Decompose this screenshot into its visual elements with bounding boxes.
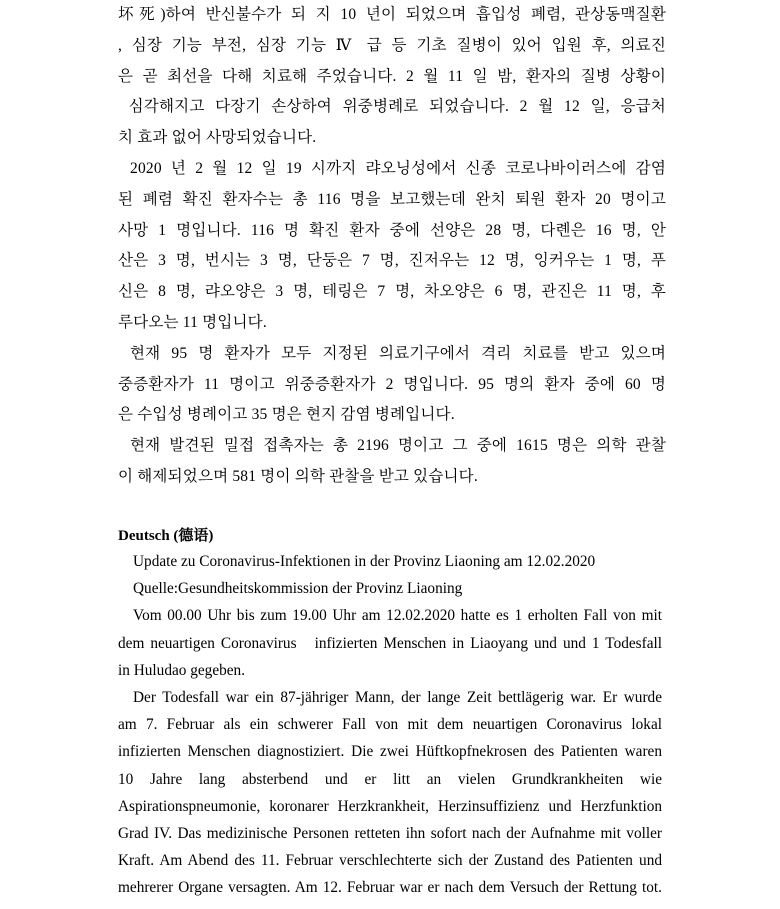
- german-line: infizierten Menschen diagnostiziert. Die zwei Hüftkopfnekrosen des Patienten waren: [118, 743, 662, 761]
- german-line: am 7. Februar als ein schwerer Fall von mit dem neuartigen Coronavirus lokal: [118, 716, 662, 734]
- korean-line: 산은 3 명, 번시는 3 명, 단둥은 7 명, 진저우는 12 명, 잉커우는 1 명, 푸: [118, 252, 666, 270]
- german-source: Quelle:Gesundheitskommission der Provinz Liaoning: [133, 580, 463, 598]
- german-line: mehrerer Organe versagten. Am 12. Februar war er nach dem Versuch der Rettung tot.: [118, 879, 662, 897]
- section-heading-german: Deutsch (德语): [118, 528, 214, 544]
- korean-line: 중증환자가 11 명이고 위중증환자가 2 명입니다. 95 명의 환자 중에 60 명: [118, 375, 666, 393]
- german-line: 10 Jahre lang absterbend und er litt an vielen Grundkrankheiten wie: [118, 770, 662, 788]
- korean-line: 심각해지고 다장기 손상하여 위중병례로 되었습니다. 2 월 12 일, 응급처: [118, 98, 666, 116]
- korean-line: 된 폐렴 확진 환자수는 총 116 명을 보고했는데 완치 퇴원 환자 20 명이고: [118, 190, 666, 208]
- korean-line: 坏死)하여 반신불수가 되 지 10 년이 되었으며 흡입성 폐렴, 관상동맥질환: [118, 6, 666, 23]
- korean-line: 신은 8 명, 랴오양은 3 명, 테링은 7 명, 차오양은 6 명, 관진은 11 명, 후: [118, 283, 666, 301]
- korean-line: 이 해제되었으며 581 명이 의학 관찰을 받고 있습니다.: [118, 467, 478, 485]
- german-line: dem neuartigen Coronavirus infizierten Menschen in Liaoyang und und 1 Todesfall: [118, 634, 662, 652]
- german-line: Aspirationspneumonie, koronarer Herzkrankheit, Herzinsuffizienz und Herzfunktion: [118, 797, 662, 815]
- german-title: Update zu Coronavirus-Infektionen in der Provinz Liaoning am 12.02.2020: [133, 553, 596, 570]
- german-line: Grad IV. Das medizinische Personen retteten ihn sofort nach der Aufnahme mit voller: [118, 825, 662, 843]
- german-line: Vom 00.00 Uhr bis zum 19.00 Uhr am 12.02.2020 hatte es 1 erholten Fall von mit: [133, 607, 662, 625]
- korean-line: 현재 95 명 환자가 모두 지정된 의료기구에서 격리 치료를 받고 있으며: [130, 344, 666, 362]
- german-line: in Huludao gegeben.: [118, 661, 246, 679]
- korean-line: 사망 1 명입니다. 116 명 확진 환자 중에 선양은 28 명, 다롄은 16 명, 안: [118, 221, 666, 239]
- german-line: Kraft. Am Abend des 11. Februar verschlechterte sich der Zustand des Patienten und: [118, 852, 662, 870]
- korean-line: 2020 년 2 월 12 일 19 시까지 랴오닝성에서 신종 코로나바이러스에 감염: [130, 159, 666, 177]
- korean-line: 치 효과 없어 사망되었습니다.: [118, 129, 317, 147]
- korean-line: 은 곧 최선을 다해 치료해 주었습니다. 2 월 11 일 밤, 환자의 질병 상황이: [118, 67, 666, 85]
- korean-line: 루다오는 11 명입니다.: [118, 313, 267, 331]
- korean-line: 은 수입성 병례이고 35 명은 현지 감염 병례입니다.: [118, 406, 455, 424]
- korean-line: , 심장 기능 부전, 심장 기능 Ⅳ 급 등 기초 질병이 있어 입원 후, 의료진: [118, 36, 666, 54]
- german-section: [118, 548, 662, 902]
- german-line: Der Todesfall war ein 87-jähriger Mann, der lange Zeit bettlägerig war. Er wurde: [133, 689, 662, 707]
- korean-section: [118, 0, 666, 493]
- korean-line: 현재 발견된 밀접 접촉자는 총 2196 명이고 그 중에 1615 명은 의학 관찰: [130, 437, 666, 455]
